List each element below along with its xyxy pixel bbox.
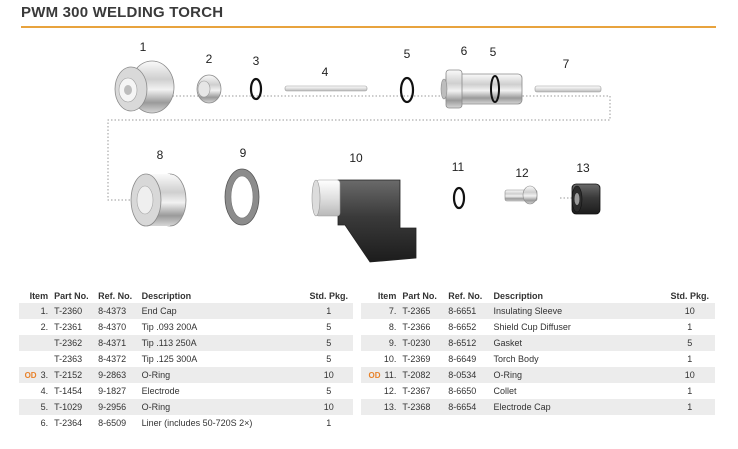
table-row	[361, 383, 715, 399]
std-pkg: 1	[687, 386, 693, 396]
part-number: T-1029	[51, 399, 95, 415]
ref-number: 9-2863	[95, 367, 138, 383]
title-rule	[21, 26, 716, 28]
table-row	[19, 351, 353, 367]
table-row	[19, 415, 353, 431]
o-ring-part	[454, 188, 464, 208]
ref-number: 8-4370	[98, 322, 127, 332]
liner-part	[441, 70, 522, 108]
std-pkg: 5	[305, 335, 353, 351]
item-number	[19, 351, 51, 367]
std-pkg: 1	[687, 354, 693, 364]
description: Tip .093 200A	[141, 322, 198, 332]
ref-number: 8-6652	[448, 322, 477, 332]
description: Collet	[493, 386, 517, 396]
std-pkg: 1	[326, 418, 332, 428]
table-row	[361, 367, 715, 383]
ref-number: 8-6651	[445, 303, 490, 319]
description: Tip .113 250A	[139, 335, 305, 351]
std-pkg: 5	[326, 386, 332, 396]
description: O-Ring	[139, 367, 305, 383]
od-marker: OD	[24, 371, 37, 380]
callout-label: 6	[460, 44, 468, 58]
part-number: T-2367	[402, 386, 431, 396]
part-number: T-2364	[54, 418, 83, 428]
item-number: OD 3.	[19, 367, 51, 383]
column-header-part: Part No.	[402, 291, 437, 301]
table-row	[19, 367, 353, 383]
description: O-Ring	[139, 399, 305, 415]
part-number: T-2369	[402, 354, 431, 364]
ref-number: 9-1827	[98, 386, 127, 396]
ref-number: 8-6650	[448, 386, 477, 396]
part-number: T-2366	[402, 322, 431, 332]
item-number: 10.	[383, 354, 397, 364]
description: Tip .125 300A	[141, 354, 198, 364]
tip-part	[197, 75, 221, 103]
part-number: T-2082	[399, 367, 445, 383]
ref-number: 8-6654	[445, 399, 490, 415]
item-number: 1.	[19, 303, 51, 319]
part-number: T-2360	[51, 303, 95, 319]
description: Electrode Cap	[491, 399, 665, 415]
ref-number: 8-4372	[98, 354, 127, 364]
page-title: PWM 300 WELDING TORCH	[21, 4, 224, 21]
std-pkg: 5	[665, 335, 715, 351]
item-number: OD 11.	[361, 367, 399, 383]
table-header-row	[361, 289, 715, 303]
insulating-sleeve-part	[535, 86, 601, 92]
std-pkg: 10	[665, 303, 715, 319]
ref-number: 8-6509	[98, 418, 127, 428]
table-row	[361, 319, 715, 335]
parts-table-right	[361, 289, 715, 415]
callout-label: 13	[576, 161, 590, 175]
part-number: T-0230	[399, 335, 445, 351]
table-row	[19, 383, 353, 399]
ref-number: 8-4373	[95, 303, 138, 319]
column-header-ref: Ref. No.	[98, 291, 133, 301]
std-pkg: 5	[326, 354, 332, 364]
callout-label: 4	[321, 65, 329, 79]
description: End Cap	[139, 303, 305, 319]
item-number: 7.	[361, 303, 399, 319]
item-number: 13.	[361, 399, 399, 415]
o-ring-part	[251, 79, 261, 99]
end-cap-part	[115, 61, 174, 113]
description: Shield Cup Diffuser	[493, 322, 571, 332]
callout-label: 8	[156, 148, 164, 162]
part-number: T-2365	[399, 303, 445, 319]
column-header-item: Item	[377, 291, 397, 301]
item-number: 12.	[383, 386, 397, 396]
std-pkg: 10	[665, 367, 715, 383]
std-pkg: 5	[326, 322, 332, 332]
callout-label: 9	[239, 146, 247, 160]
torch-body-part	[312, 180, 416, 262]
table-row	[19, 399, 353, 415]
callout-label: 7	[562, 57, 570, 71]
item-number: 5.	[19, 399, 51, 415]
callout-label: 5	[403, 47, 411, 61]
electrode-part	[285, 86, 367, 91]
callout-label: 2	[205, 52, 213, 66]
part-number: T-2368	[399, 399, 445, 415]
od-marker: OD	[368, 371, 381, 380]
callout-label: 3	[252, 54, 260, 68]
item-number: 8.	[388, 322, 397, 332]
collet-part	[505, 186, 537, 204]
description: Torch Body	[493, 354, 539, 364]
std-pkg: 10	[305, 399, 353, 415]
item-number: 9.	[361, 335, 399, 351]
std-pkg: 1	[665, 399, 715, 415]
description: Insulating Sleeve	[491, 303, 665, 319]
table-row	[19, 303, 353, 319]
column-header-part: Part No.	[54, 291, 89, 301]
exploded-parts-diagram	[0, 30, 738, 285]
column-header-item: Item	[29, 291, 49, 301]
gasket-part	[225, 169, 259, 225]
std-pkg: 1	[687, 322, 693, 332]
electrode-cap-part	[572, 184, 600, 214]
part-number: T-2362	[51, 335, 95, 351]
ref-number: 8-6649	[448, 354, 477, 364]
part-number: T-2363	[54, 354, 83, 364]
callout-label: 1	[139, 40, 147, 54]
item-number: 2.	[40, 322, 49, 332]
column-header-description: Description	[141, 291, 192, 301]
description: Electrode	[141, 386, 180, 396]
ref-number: 8-6512	[445, 335, 490, 351]
column-header-std-pkg: Std. Pkg.	[670, 291, 710, 301]
callout-label: 10	[349, 151, 363, 165]
ref-number: 8-0534	[445, 367, 490, 383]
std-pkg: 1	[305, 303, 353, 319]
part-number: T-2152	[51, 367, 95, 383]
callout-label: 12	[515, 166, 529, 180]
description: Gasket	[491, 335, 665, 351]
ref-number: 9-2956	[95, 399, 138, 415]
table-row	[361, 351, 715, 367]
table-row	[19, 319, 353, 335]
column-header-ref: Ref. No.	[448, 291, 483, 301]
column-header-description: Description	[493, 291, 544, 301]
part-number: T-2361	[54, 322, 83, 332]
item-number: 6.	[40, 418, 49, 428]
callout-label: 11	[451, 160, 465, 174]
table-row	[19, 335, 353, 351]
table-row	[361, 303, 715, 319]
shield-cup-diffuser-part	[131, 174, 186, 226]
table-row	[361, 399, 715, 415]
table-header-row	[19, 289, 353, 303]
callout-label: 5	[489, 45, 497, 59]
part-number: T-1454	[54, 386, 83, 396]
item-number	[19, 335, 51, 351]
parts-table-left	[19, 289, 353, 431]
table-row	[361, 335, 715, 351]
description: O-Ring	[491, 367, 665, 383]
o-ring-part	[401, 78, 413, 102]
item-number: 4.	[40, 386, 49, 396]
std-pkg: 10	[305, 367, 353, 383]
description: Liner (includes 50-720S 2×)	[141, 418, 253, 428]
column-header-std-pkg: Std. Pkg.	[309, 291, 349, 301]
ref-number: 8-4371	[95, 335, 138, 351]
